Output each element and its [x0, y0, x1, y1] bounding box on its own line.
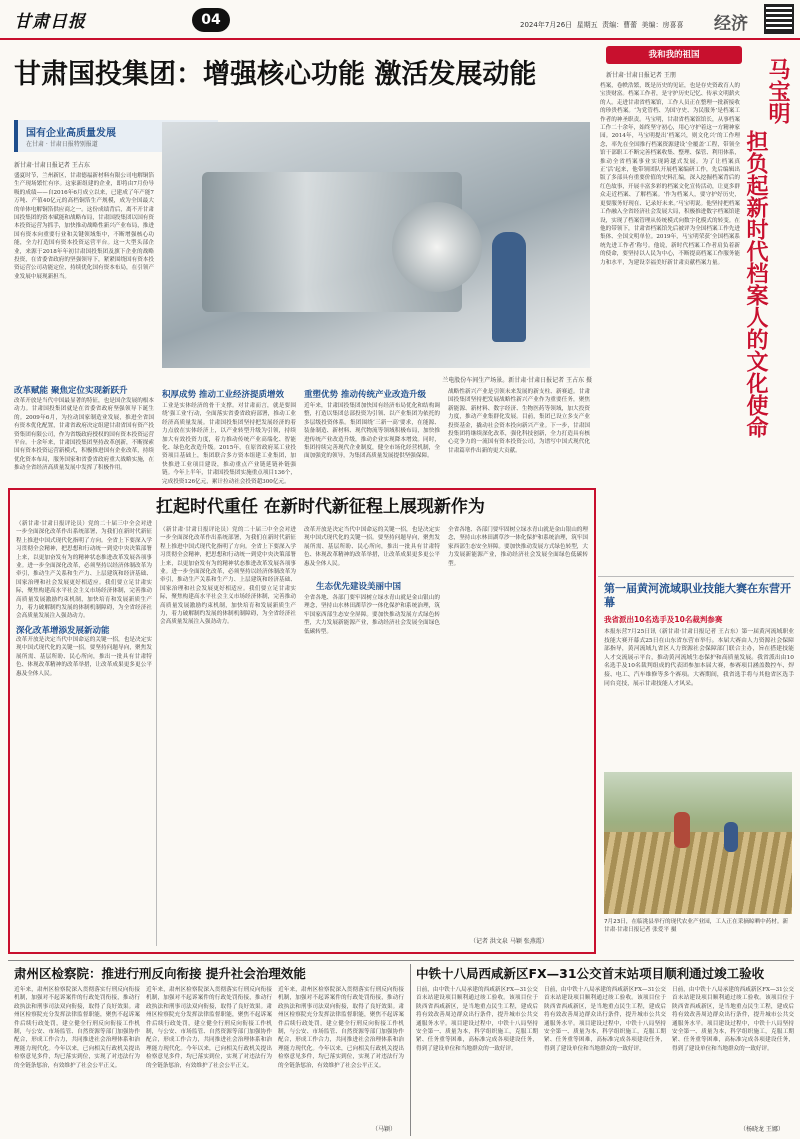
divider: [410, 964, 411, 1136]
qr-code-icon: [764, 4, 794, 34]
section-label: 经济: [714, 14, 748, 34]
procuratorate-body-3: 近年来，肃州区检察院深入贯彻落实行刑反向衔接机制，加强对不起诉案件的行政处罚衔接，推动行政执法和刑事司法双向衔接，取得了良好效果。肃州区检察院充分发挥法律监督职能，聚焦不起诉案件后续行政处罚，建立健全行刑反向衔接工作机制，与公安、市场监管、自然资源等部门加强协作配合，形成工作合力，共同推进社会治理体系和治理能力现代化。今年以来，已向相关行政机关提出检察意见多件，均已落实到位，实现了对违法行为的全链条惩治，有效维护了社会公平正义。: [278, 987, 404, 1069]
archive-title-name: 马宝明: [765, 58, 790, 124]
lead-body-col4: 战略性新兴产业是引领未来发展的新支柱、新赛道。甘肃国投集团坚持把发展战略性新兴产业作为重要任务，聚焦新能源、新材料、数字经济、生物医药等领域，加大投资力度，推动产业集群化发展。目前，集团已设立多支产业投资基金，撬动社会资本投向新兴产业。下一步，甘肃国投集团将继续深化改革，强化科技创新，全力打造具有核心竞争力的一流国有资本投资公司，为谱写中国式现代化甘肃篇章作出新的更大贡献。: [448, 389, 590, 454]
photo-worker-shape: [674, 812, 690, 848]
designer-credit: 美编：房喜喜: [641, 21, 684, 29]
railway-headline: 中铁十八局西咸新区FX—31公交首末站项目顺利通过竣工验收: [416, 966, 765, 981]
page-number-badge: 04: [192, 8, 230, 32]
field-photo-caption: 7月23日，在临洮县举行的现代农业产业园，工人正在采摘晾晒中药材。新甘肃·甘肃日报记者 张爱平 摄: [604, 919, 789, 933]
editorial-body-ecology: 全省各地、各部门要牢固树立绿水青山就是金山银山的理念，坚持山水林田湖草沙一体化保护和系统治理，筑牢国家西部生态安全屏障。要加快推动发展方式绿色转型，大力发展新能源产业，推动经济社会发展全面绿色低碳转型。: [304, 595, 440, 635]
lead-banner-title: 国有企业高质量发展: [26, 128, 116, 139]
contest-body: 本报东营7月25日讯（新甘肃·甘肃日报记者 王占东）第一届黄河流域职业技能大赛开幕式25日在山东省东营市举行。本届大赛由人力资源社会保障部指导，黄河流域九省区人力资源社会保障部门联合主办，旨在搭建技能人才交流展示平台，推动黄河流域生态保护和高质量发展。我省派出由10名选手及10名裁判组成的代表团参加本届大赛，参赛项目涵盖数控车、焊接、电工、汽车维修等多个赛项。大赛期间，我省选手将与其他省区选手同台竞技，展示甘肃技能人才风采。: [604, 629, 794, 687]
lead-headline: 甘肃国投集团：增强核心功能 激活发展动能: [14, 59, 537, 90]
editorial-subhead-reform: 深化改革增添发展新动能: [16, 626, 110, 636]
procuratorate-body-1: 近年来，肃州区检察院深入贯彻落实行刑反向衔接机制，加强对不起诉案件的行政处罚衔接，推动行政执法和刑事司法双向衔接，取得了良好效果。肃州区检察院充分发挥法律监督职能，聚焦不起诉案件后续行政处罚，建立健全行刑反向衔接工作机制，与公安、市场监管、自然资源等部门加强协作配合，形成工作合力，共同推进社会治理体系和治理能力现代化。今年以来，已向相关行政机关提出检察意见多件，均已落实到位，实现了对违法行为的全链条惩治，有效维护了社会公平正义。: [14, 987, 140, 1069]
archive-title-main: 担负起新时代档案人的文化使命: [743, 130, 768, 438]
procuratorate-headline: 肃州区检察院：推进行刑反向衔接 提升社会治理效能: [14, 966, 306, 981]
railway-body-2: 日前，由中铁十八局承建的西咸新区FX—31公交首末站建设项目顺利通过竣工验收。该项目位于陕西省西咸新区，是当地重点民生工程，建成后将有效改善周边群众出行条件，提升城市公共交通服务水平。项目建设过程中，中铁十八局坚持安全第一、质量为本，科学组织施工，克服工期紧、任务重等困难，高标准完成各项建设任务，得到了建设单位和当地群众的一致好评。: [544, 987, 666, 1052]
field-photo: [604, 772, 792, 914]
newspaper-logo: 甘肃日报: [14, 12, 86, 32]
lead-body-col2: 工业是实体经济的骨干支撑。对甘肃而言，就是要围绕‘强工业’行动，全面落实省委省政府部署，推动工业经济高质量发展。甘肃国投集团坚持把发展经济的着力点放在实体经济上，以产业转型升级为引领，持续加大有效投资力度，着力推动传统产业高端化、智能化、绿色化改造升级。2015年，在原省政府某工业投资项目基础上，集团联合多方资本组建工业集团，加快推进工业项目建设，推动重点产业链延链补链强链。今年上半年，甘肃国投集团实施重点项目136个，完成投资126亿元，累计拉动社会投资超300亿元。: [162, 403, 296, 485]
archive-body: 档案，卷帙浩繁，既是历史的见证，也是存史资政育人的宝贵财富。档案工作者，是守护历史记忆、传承文明薪火的人。走进甘肃省档案馆，工作人员正在整理一批新接收的珍贵档案。‘为党管档、为国守史、为民服务’是档案工作者的神圣职责。马宝明，甘肃省档案馆馆长，从事档案工作二十余年，始终坚守初心，用心守护着这一方精神家园。2014年，马宝明提出‘档案兴，则文化兴’的工作理念，率先在全国推行档案资源建设‘全覆盖’工程，带领全馆干部职工不断完善档案收集、整理、保管、利用体系，推动全省档案事业实现跨越式发展。为了让档案真正‘活’起来，他带领团队开展档案编研工作，先后编辑出版了多部具有重要价值的史料汇编，深入挖掘档案背后的红色故事，开展丰富多彩的档案文化宣传活动，让更多群众走近档案、了解档案。‘作为档案人，要守护好历史，更要服务好现在、记录好未来。’马宝明说。他坚持把档案工作融入全省经济社会发展大局，积极推进数字档案馆建设，实现了档案管理从传统模式向数字化模式的转变。在他的带领下，甘肃省档案馆先后被评为全国档案工作先进集体、全国文明单位。2019年，马宝明荣获‘全国档案系统先进工作者’称号。他说，新时代档案工作者肩负着新的使命，要坚持以人民为中心，不断提高档案工作服务能力和水平，为建设幸福美好新甘肃贡献档案力量。: [600, 83, 740, 266]
lead-photo-caption: 兰电股份车间生产场景。新甘肃·甘肃日报记者 王占东 摄: [442, 377, 592, 384]
editorial-signature: （记者 洪文泉 马颖 张燕霞）: [470, 938, 548, 945]
editorial-body-col2: （新甘肃·甘肃日报评论员）党的二十届三中全会对进一步全面深化改革作出系统部署，为我们在新时代新征程上推进中国式现代化指明了方向。全省上下要深入学习贯彻全会精神，把思想和行动统一到党中央决策部署上来，以更加奋发有为的精神状态推进改革发展各项事业。进一步全面深化改革，必须坚持以经济体制改革为牵引，推动生产关系和生产力、上层建筑和经济基础、国家治理和社会发展更好相适应。我们要立足甘肃实际，聚焦构建高水平社会主义市场经济体制，完善推动高质量发展激励约束机制，加快培育和发展新质生产力，着力破解制约发展的体制机制障碍，为全省经济社会高质量发展注入强劲动力。: [160, 527, 296, 626]
railway-body-3: 日前，由中铁十八局承建的西咸新区FX—31公交首末站建设项目顺利通过竣工验收。该项目位于陕西省西咸新区，是当地重点民生工程，建成后将有效改善周边群众出行条件，提升城市公共交通服务水平。项目建设过程中，中铁十八局坚持安全第一、质量为本，科学组织施工，克服工期紧、任务重等困难，高标准完成各项建设任务，得到了建设单位和当地群众的一致好评。: [672, 987, 794, 1052]
lead-body-col1b: 改革开放是当代中国最显著的特征，也是国企发展的根本动力。甘肃国投集团就是在省委省政府坚强领导下诞生的。2009年6月，为拉动国家制造业发展，推进全省国有资本优化配置，甘肃省政府决定组建甘肃省国有资产投资集团有限公司，作为省级政府授权的国有资本投资运营平台。十余年来，甘肃国投集团坚持改革创新，不断探索国有资本投资运营新模式，积极推进国有企业改革，持续优化资本布局，服务国家和省委省政府重大战略实施，在推动全省经济高质量发展中发挥了积极作用。: [14, 398, 154, 472]
railway-signature: （杨晓龙 王娜）: [740, 1126, 784, 1133]
editorial-subhead-ecology: 生态优先建设美丽中国: [316, 582, 402, 592]
lead-body-col3: 近年来，甘肃国投集团加快国有经济布局优化和结构调整，打造以集团总部投资为引领、以产业集团为依托的多层级投资体系。集团围绕‘三新一高’要求，在能源、装备制造、新材料、现代物流等领域积极布局，加快推进传统产业改造升级，推动企业实现降本增效。同时，集团持续完善现代企业制度，健全市场化经营机制，全面加强党的领导，为集团高质量发展提供坚强保障。: [304, 403, 440, 460]
divider: [156, 520, 157, 946]
editorial-body-col3: 改革开放是决定当代中国命运的关键一招，也是决定实现中国式现代化的关键一招。要坚持问题导向，聚焦发展所需、基层所盼、民心所向，推出一批具有甘肃特色、体现改革精神的改革举措，让改革成果更多更公平惠及全体人民。: [304, 527, 440, 567]
photo-roller-shape: [392, 202, 482, 292]
editorial-headline: 扛起时代重任 在新时代新征程上展现新作为: [156, 497, 485, 517]
divider: [8, 960, 794, 961]
issue-date: 2024年7月26日: [520, 21, 573, 29]
masthead: [0, 0, 800, 40]
photo-worker-shape: [492, 232, 526, 342]
procuratorate-body-2: 近年来，肃州区检察院深入贯彻落实行刑反向衔接机制，加强对不起诉案件的行政处罚衔接，推动行政执法和刑事司法双向衔接，取得了良好效果。肃州区检察院充分发挥法律监督职能，聚焦不起诉案件后续行政处罚，建立健全行刑反向衔接工作机制，与公安、市场监管、自然资源等部门加强协作配合，形成工作合力，共同推进社会治理体系和治理能力现代化。今年以来，已向相关行政机关提出检察意见多件，均已落实到位，实现了对违法行为的全链条惩治，有效维护了社会公平正义。: [146, 987, 272, 1069]
editor-credit: 责编：曹蕾: [602, 21, 638, 29]
lead-banner-subtitle: 在甘肃 · 甘肃日报特别报道: [26, 141, 98, 148]
lead-subhead-industry: 积厚成势 推动工业经济提质增效: [162, 390, 284, 400]
lead-subhead-traditional: 重塑优势 推动传统产业改造升级: [304, 390, 426, 400]
procuratorate-signature: （马颖）: [372, 1126, 397, 1133]
divider: [598, 576, 794, 577]
contest-headline: 第一届黄河流域职业技能大赛在东营开幕: [604, 582, 791, 609]
lead-photo: [162, 122, 590, 368]
editorial-body-col4: 全省各地、各部门要牢固树立绿水青山就是金山银山的理念，坚持山水林田湖草沙一体化保护和系统治理，筑牢国家西部生态安全屏障。要加快推动发展方式绿色转型，大力发展新能源产业，推动经济社会发展全面绿色低碳转型。: [448, 527, 588, 567]
editorial-body-reform: 改革开放是决定当代中国命运的关键一招，也是决定实现中国式现代化的关键一招。要坚持问题导向，聚焦发展所需、基层所盼、民心所向，推出一批具有甘肃特色、体现改革精神的改革举措，让改革成果更多更公平惠及全体人民。: [16, 637, 152, 677]
archive-banner: 我和我的祖国: [606, 46, 742, 64]
photo-field-rows: [604, 832, 792, 914]
editorial-intro: （新甘肃·甘肃日报评论员）党的二十届三中全会对进一步全面深化改革作出系统部署，为我们在新时代新征程上推进中国式现代化指明了方向。全省上下要深入学习贯彻全会精神，把思想和行动统一到党中央决策部署上来，以更加奋发有为的精神状态推进改革发展各项事业。进一步全面深化改革，必须坚持以经济体制改革为牵引，推动生产关系和生产力、上层建筑和经济基础、国家治理和社会发展更好相适应。我们要立足甘肃实际，聚焦构建高水平社会主义市场经济体制，完善推动高质量发展激励约束机制，加快培育和发展新质生产力，着力破解制约发展的体制机制障碍，为全省经济社会高质量发展注入强劲动力。: [16, 521, 152, 620]
railway-body-1: 日前，由中铁十八局承建的西咸新区FX—31公交首末站建设项目顺利通过竣工验收。该项目位于陕西省西咸新区，是当地重点民生工程，建成后将有效改善周边群众出行条件，提升城市公共交通服务水平。项目建设过程中，中铁十八局坚持安全第一、质量为本，科学组织施工，克服工期紧、任务重等困难，高标准完成各项建设任务，得到了建设单位和当地群众的一致好评。: [416, 987, 538, 1052]
lead-body-col1: 盛夏时节，兰州新区，甘肃德福新材料有限公司电解铜箔生产现场繁忙有序。这家新组建的企业，即将由7月份导吸的成绩——自2016年6月成立以来，已建成了年产能7万吨、产值40亿元的高档铜箔生产规模，成为全国最大的单体电解铜箔供应商之一。这份成绩背后，离不开甘肃国投集团的资本赋能和战略布局，甘肃国投集团以国有资本投资运营为抓手，加快推动战略性新兴产业布局，推进国有资本向重要行业和关键领域集中，不断增强核心功能，全力打造国有资本投资运营平台。这一大型头部企业，来源于2018年年初甘肃国投集团及旗下企业的战略投资，在省委省政府的坚强领导下，紧紧围绕国有资本投资运营公司功能定位，持续优化国有资本布局，在引领产业发展中展现新担当。: [14, 173, 154, 280]
contest-subheadline: 我省派出10名选手及10名裁判参赛: [604, 615, 723, 624]
photo-worker-shape: [724, 822, 738, 852]
archive-byline: 新甘肃·甘肃日报记者 王朋: [606, 72, 676, 79]
lead-subhead-reform: 改革赋能 聚焦定位实现新跃升: [14, 386, 128, 396]
issue-info: [520, 20, 684, 30]
issue-weekday: 星期五: [576, 21, 598, 29]
lead-byline: 新甘肃·甘肃日报记者 王占东: [14, 162, 90, 169]
